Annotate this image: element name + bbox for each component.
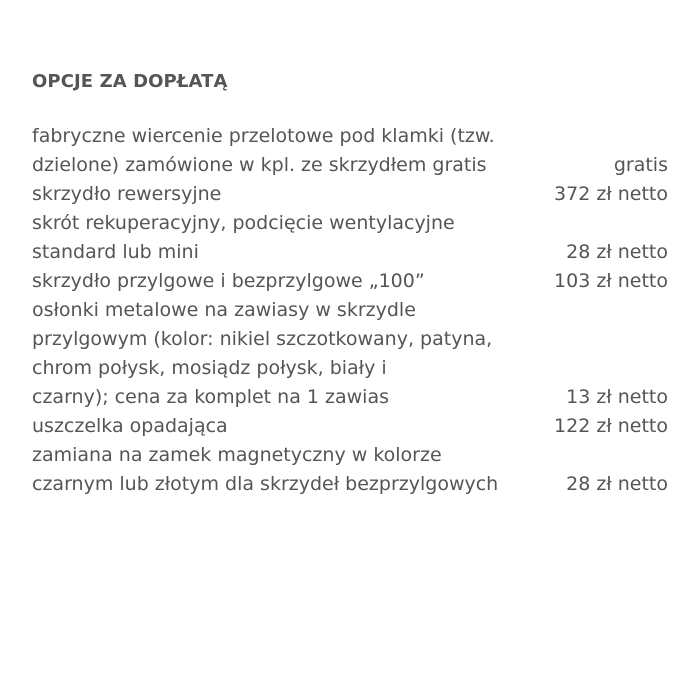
option-row: [32, 209, 668, 267]
option-description: fabryczne wiercenie przelotowe pod klamki (tzw. dzielone) zamówione w kpl. ze skrzydłem gratis: [32, 125, 495, 176]
option-row: [32, 122, 668, 180]
option-row: [32, 441, 668, 499]
option-description: skrót rekuperacyjny, podcięcie wentylacyjne standard lub mini: [32, 212, 455, 263]
option-price: 28 zł netto: [566, 241, 668, 263]
option-row: [32, 180, 668, 209]
option-description: skrzydło przylgowe i bezprzylgowe „100”: [32, 270, 425, 292]
option-price: 103 zł netto: [554, 270, 668, 292]
option-description: zamiana na zamek magnetyczny w kolorze czarnym lub złotym dla skrzydeł bezprzylgowych: [32, 444, 499, 495]
option-description: uszczelka opadająca: [32, 415, 228, 437]
option-description: osłonki metalowe na zawiasy w skrzydle przylgowym (kolor: nikiel szczotkowany, patyna, chrom połysk, mosiądz połysk, biały i czarny); cena za komplet na 1 zawias: [32, 299, 493, 408]
options-section: [32, 70, 670, 499]
option-row: [32, 267, 668, 296]
option-row: [32, 412, 668, 441]
option-price: 122 zł netto: [554, 415, 668, 437]
option-price: gratis: [613, 154, 668, 176]
section-title: OPCJE ZA DOPŁATĄ: [32, 71, 228, 92]
option-price: 13 zł netto: [566, 386, 668, 408]
option-price: 28 zł netto: [566, 473, 668, 495]
option-row: [32, 296, 668, 412]
option-price: 372 zł netto: [554, 183, 668, 205]
options-price-table: [32, 122, 668, 499]
option-description: skrzydło rewersyjne: [32, 183, 222, 205]
